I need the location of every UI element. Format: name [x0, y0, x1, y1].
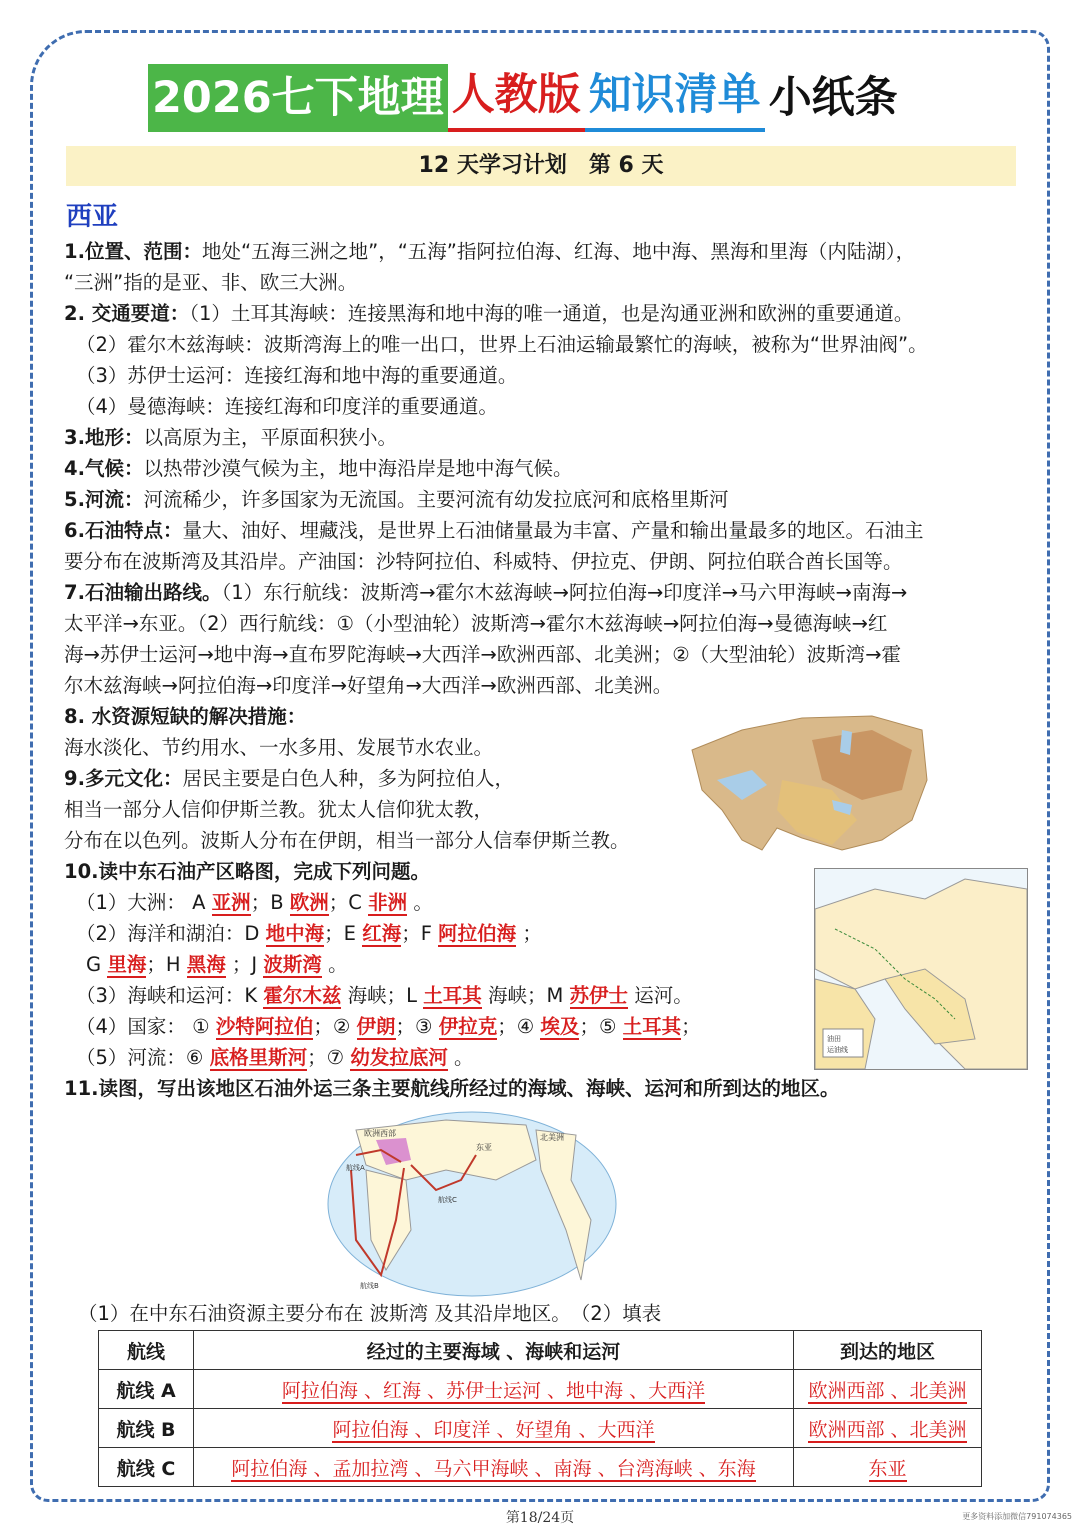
q10-p2: （2）海洋和湖泊：: [76, 922, 245, 945]
answer-b: 欧洲: [289, 891, 329, 914]
q3: [64, 422, 1024, 453]
answer-a: 亚洲: [211, 891, 251, 914]
answer-f: 阿拉伯海: [438, 922, 517, 945]
map3-label-b: 航线B: [360, 1282, 379, 1290]
map2-legend-2: 运油线: [827, 1046, 848, 1054]
study-plan-banner: 12 天学习计划 第 6 天: [66, 146, 1016, 186]
map3-label-na: 北美洲: [540, 1133, 564, 1142]
answer-6: 底格里斯河: [209, 1046, 308, 1069]
q10-countries: （4）国家： ① 沙特阿拉伯；② 伊朗；③ 伊拉克；④ 埃及；⑤ 土耳其；: [76, 1015, 701, 1038]
q10-p3: （3）海峡和运河：: [76, 984, 245, 1007]
q7-line1: [64, 577, 1024, 608]
table-row: [99, 1448, 982, 1487]
header-via: 经过的主要海域 、海峡和运河: [194, 1331, 794, 1370]
title-part-4: 小纸条: [768, 73, 898, 123]
q10-straits: （3）海峡和运河：K 霍尔木兹 海峡；L 土耳其 海峡；M 苏伊士 运河。: [76, 984, 693, 1007]
q6-text: 量大、油好、埋藏浅，是世界上石油储量最为丰富、产量和输出量最多的地区。石油主: [182, 519, 924, 542]
q3-text: 以高原为主，平原面积狭小。: [143, 426, 397, 449]
q2-a: （1）土耳其海峡：连接黑海和地中海的唯一通道，也是沟通亚洲和欧洲的重要通道。: [189, 302, 914, 325]
title-part-1: 2026七下地理: [148, 64, 448, 132]
q4-text: 以热带沙漠气候为主，地中海沿岸是地中海气候。: [143, 457, 573, 480]
route-a-via: [194, 1370, 794, 1409]
q2-b: （2）霍尔木兹海峡：波斯湾海上的唯一出口，世界上石油运输最繁忙的海峡，被称为“世界油阀”。: [76, 333, 928, 356]
header-dest: 到达的地区: [794, 1331, 982, 1370]
page-number: 第18/24页: [505, 1510, 575, 1526]
q6-line2: 要分布在波斯湾及其沿岸。产油国：沙特阿拉伯、科威特、伊拉克、伊朗、阿拉伯联合酋长国等。: [64, 550, 903, 573]
middle-east-oil-map: [814, 868, 1028, 1070]
q10-p4: （4）国家：: [76, 1015, 186, 1038]
q7-line2: 太平洋→东亚。（2）西行航线：①（小型油轮）波斯湾→霍尔木兹海峡→阿拉伯海→曼德海峡→红: [64, 612, 888, 635]
q2-c: （3）苏伊士运河：连接红海和地中海的重要通道。: [76, 364, 518, 387]
answer-g: 里海: [107, 953, 147, 976]
map1-caspian: [840, 730, 852, 755]
q9-label: 9.多元文化：: [64, 767, 183, 790]
answer-h: 黑海: [186, 953, 226, 976]
q1-label: 1.位置、范围：: [64, 240, 202, 263]
q8-label: 8. 水资源短缺的解决措施：: [64, 705, 307, 728]
answer-7: 幼发拉底河: [350, 1046, 448, 1069]
title-part-3: 知识清单: [585, 64, 765, 132]
answer-1: 沙特阿拉伯: [215, 1015, 314, 1038]
q5-label: 5.河流：: [64, 488, 144, 511]
q7-line3: 海→苏伊士运河→地中海→直布罗陀海峡→大西洋→欧洲西部、北美洲；②（大型油轮）波斯湾→霍: [64, 643, 902, 666]
route-b-label: 航线 B: [99, 1409, 194, 1448]
answer-2: 伊朗: [356, 1015, 396, 1038]
q1-line2: “三洲”指的是亚、非、欧三大洲。: [64, 271, 358, 294]
world-oil-route-map: [326, 1110, 618, 1298]
q6-label: 6.石油特点：: [64, 519, 183, 542]
q1-text: 地处“五海三洲之地”，“五海”指阿拉伯海、红海、地中海、黑海和里海（内陆湖），: [201, 240, 916, 263]
answer-j: 波斯湾: [263, 953, 322, 976]
route-c-label: 航线 C: [99, 1448, 194, 1487]
route-b-via: [194, 1409, 794, 1448]
q10-seas-2: G 里海；H 黑海 ；J 波斯湾 。: [86, 953, 348, 976]
route-b-dest-text: 欧洲西部 、北美洲: [808, 1418, 967, 1441]
q10-p1: （1）大洲：: [76, 891, 186, 914]
canal-word: 运河: [634, 984, 674, 1007]
answer-5: 土耳其: [622, 1015, 682, 1038]
answer-c: 非洲: [368, 891, 408, 914]
q7-line4: 尔木兹海峡→阿拉伯海→印度洋→好望角→大西洋→欧洲西部、北美洲。: [64, 674, 673, 697]
table-row: [99, 1409, 982, 1448]
q4: [64, 453, 1024, 484]
answer-d: 地中海: [265, 922, 325, 945]
q3-label: 3.地形：: [64, 426, 144, 449]
route-c-dest-text: 东亚: [868, 1457, 907, 1480]
q2-line1: [64, 298, 1024, 329]
oil-routes-table: [98, 1330, 982, 1487]
route-a-via-text: 阿拉伯海 、红海 、苏伊士运河 、地中海 、大西洋: [281, 1379, 706, 1402]
map2-legend-1: 油田: [827, 1035, 841, 1043]
answer-k: 霍尔木兹: [263, 984, 342, 1007]
footnote: 更多资料添加微信791074365: [962, 1512, 1072, 1521]
section-heading: 西亚: [66, 202, 119, 232]
q2-label: 2. 交通要道：: [64, 302, 190, 325]
table-row: [99, 1370, 982, 1409]
q2-d: （4）曼德海峡：连接红海和印度洋的重要通道。: [76, 395, 498, 418]
route-c-via: [194, 1448, 794, 1487]
route-b-via-text: 阿拉伯海 、印度洋 、好望角 、大西洋: [332, 1418, 655, 1441]
answer-e: 红海: [362, 922, 402, 945]
q8-text: 海水淡化、节约用水、一水多用、发展节水农业。: [64, 736, 494, 759]
q9-line3: 分布在以色列。波斯人分布在伊朗，相当一部分人信奉伊斯兰教。: [64, 829, 630, 852]
q7-text: （1）东行航线：波斯湾→霍尔木兹海峡→阿拉伯海→印度洋→马六甲海峡→南海→: [221, 581, 908, 604]
answer-l: 土耳其: [423, 984, 482, 1007]
route-a-dest: [794, 1370, 982, 1409]
route-a-dest-text: 欧洲西部 、北美洲: [808, 1379, 967, 1402]
q7-label: 7.石油输出路线。: [64, 581, 222, 604]
strait-word-2: 海峡: [487, 984, 527, 1007]
strait-word-1: 海峡: [347, 984, 387, 1007]
q10-seas: （2）海洋和湖泊：D 地中海；E 红海；F 阿拉伯海 ；: [76, 922, 542, 945]
table-header-row: [99, 1331, 982, 1370]
q10-rivers: （5）河流：⑥ 底格里斯河；⑦ 幼发拉底河 。: [76, 1046, 474, 1069]
answer-4: 埃及: [540, 1015, 580, 1038]
answer-3: 伊拉克: [438, 1015, 498, 1038]
map3-label-ea: 东亚: [476, 1143, 492, 1152]
q9-line2: 相当一部分人信仰伊斯兰教。犹太人信仰犹太教，: [64, 798, 494, 821]
q10-label: 10.读中东石油产区略图，完成下列问题。: [64, 860, 431, 883]
map3-label-c: 航线C: [438, 1196, 457, 1204]
q10-p5: （5）河流：: [76, 1046, 186, 1069]
route-c-dest: [794, 1448, 982, 1487]
q10-continents: （1）大洲： A 亚洲；B 欧洲；C 非洲 。: [76, 891, 433, 914]
west-asia-terrain-map: [682, 710, 932, 858]
q1-line1: [64, 236, 1024, 267]
route-a-label: 航线 A: [99, 1370, 194, 1409]
answer-m: 苏伊士: [569, 984, 629, 1007]
title-part-2: 人教版: [448, 64, 585, 132]
q5-text: 河流稀少，许多国家为无流国。主要河流有幼发拉底河和底格里斯河: [143, 488, 729, 511]
page-title: [148, 64, 902, 132]
q11-label: 11.读图，写出该地区石油外运三条主要航线所经过的海域、海峡、运河和所到达的地区。: [64, 1077, 840, 1100]
q9-text: 居民主要是白色人种，多为阿拉伯人，: [182, 767, 514, 790]
route-b-dest: [794, 1409, 982, 1448]
q5: [64, 484, 1024, 515]
q4-label: 4.气候：: [64, 457, 144, 480]
header-route: 航线: [99, 1331, 194, 1370]
map3-label-eu: 欧洲西部: [364, 1129, 396, 1138]
q6-line1: [64, 515, 1024, 546]
route-c-via-text: 阿拉伯海 、孟加拉湾 、马六甲海峡 、南海 、台湾海峡 、东海: [231, 1457, 756, 1480]
map3-label-a: 航线A: [346, 1164, 365, 1172]
q11-subquestion: （1）在中东石油资源主要分布在 波斯湾 及其沿岸地区。 （2）填表: [78, 1302, 662, 1325]
